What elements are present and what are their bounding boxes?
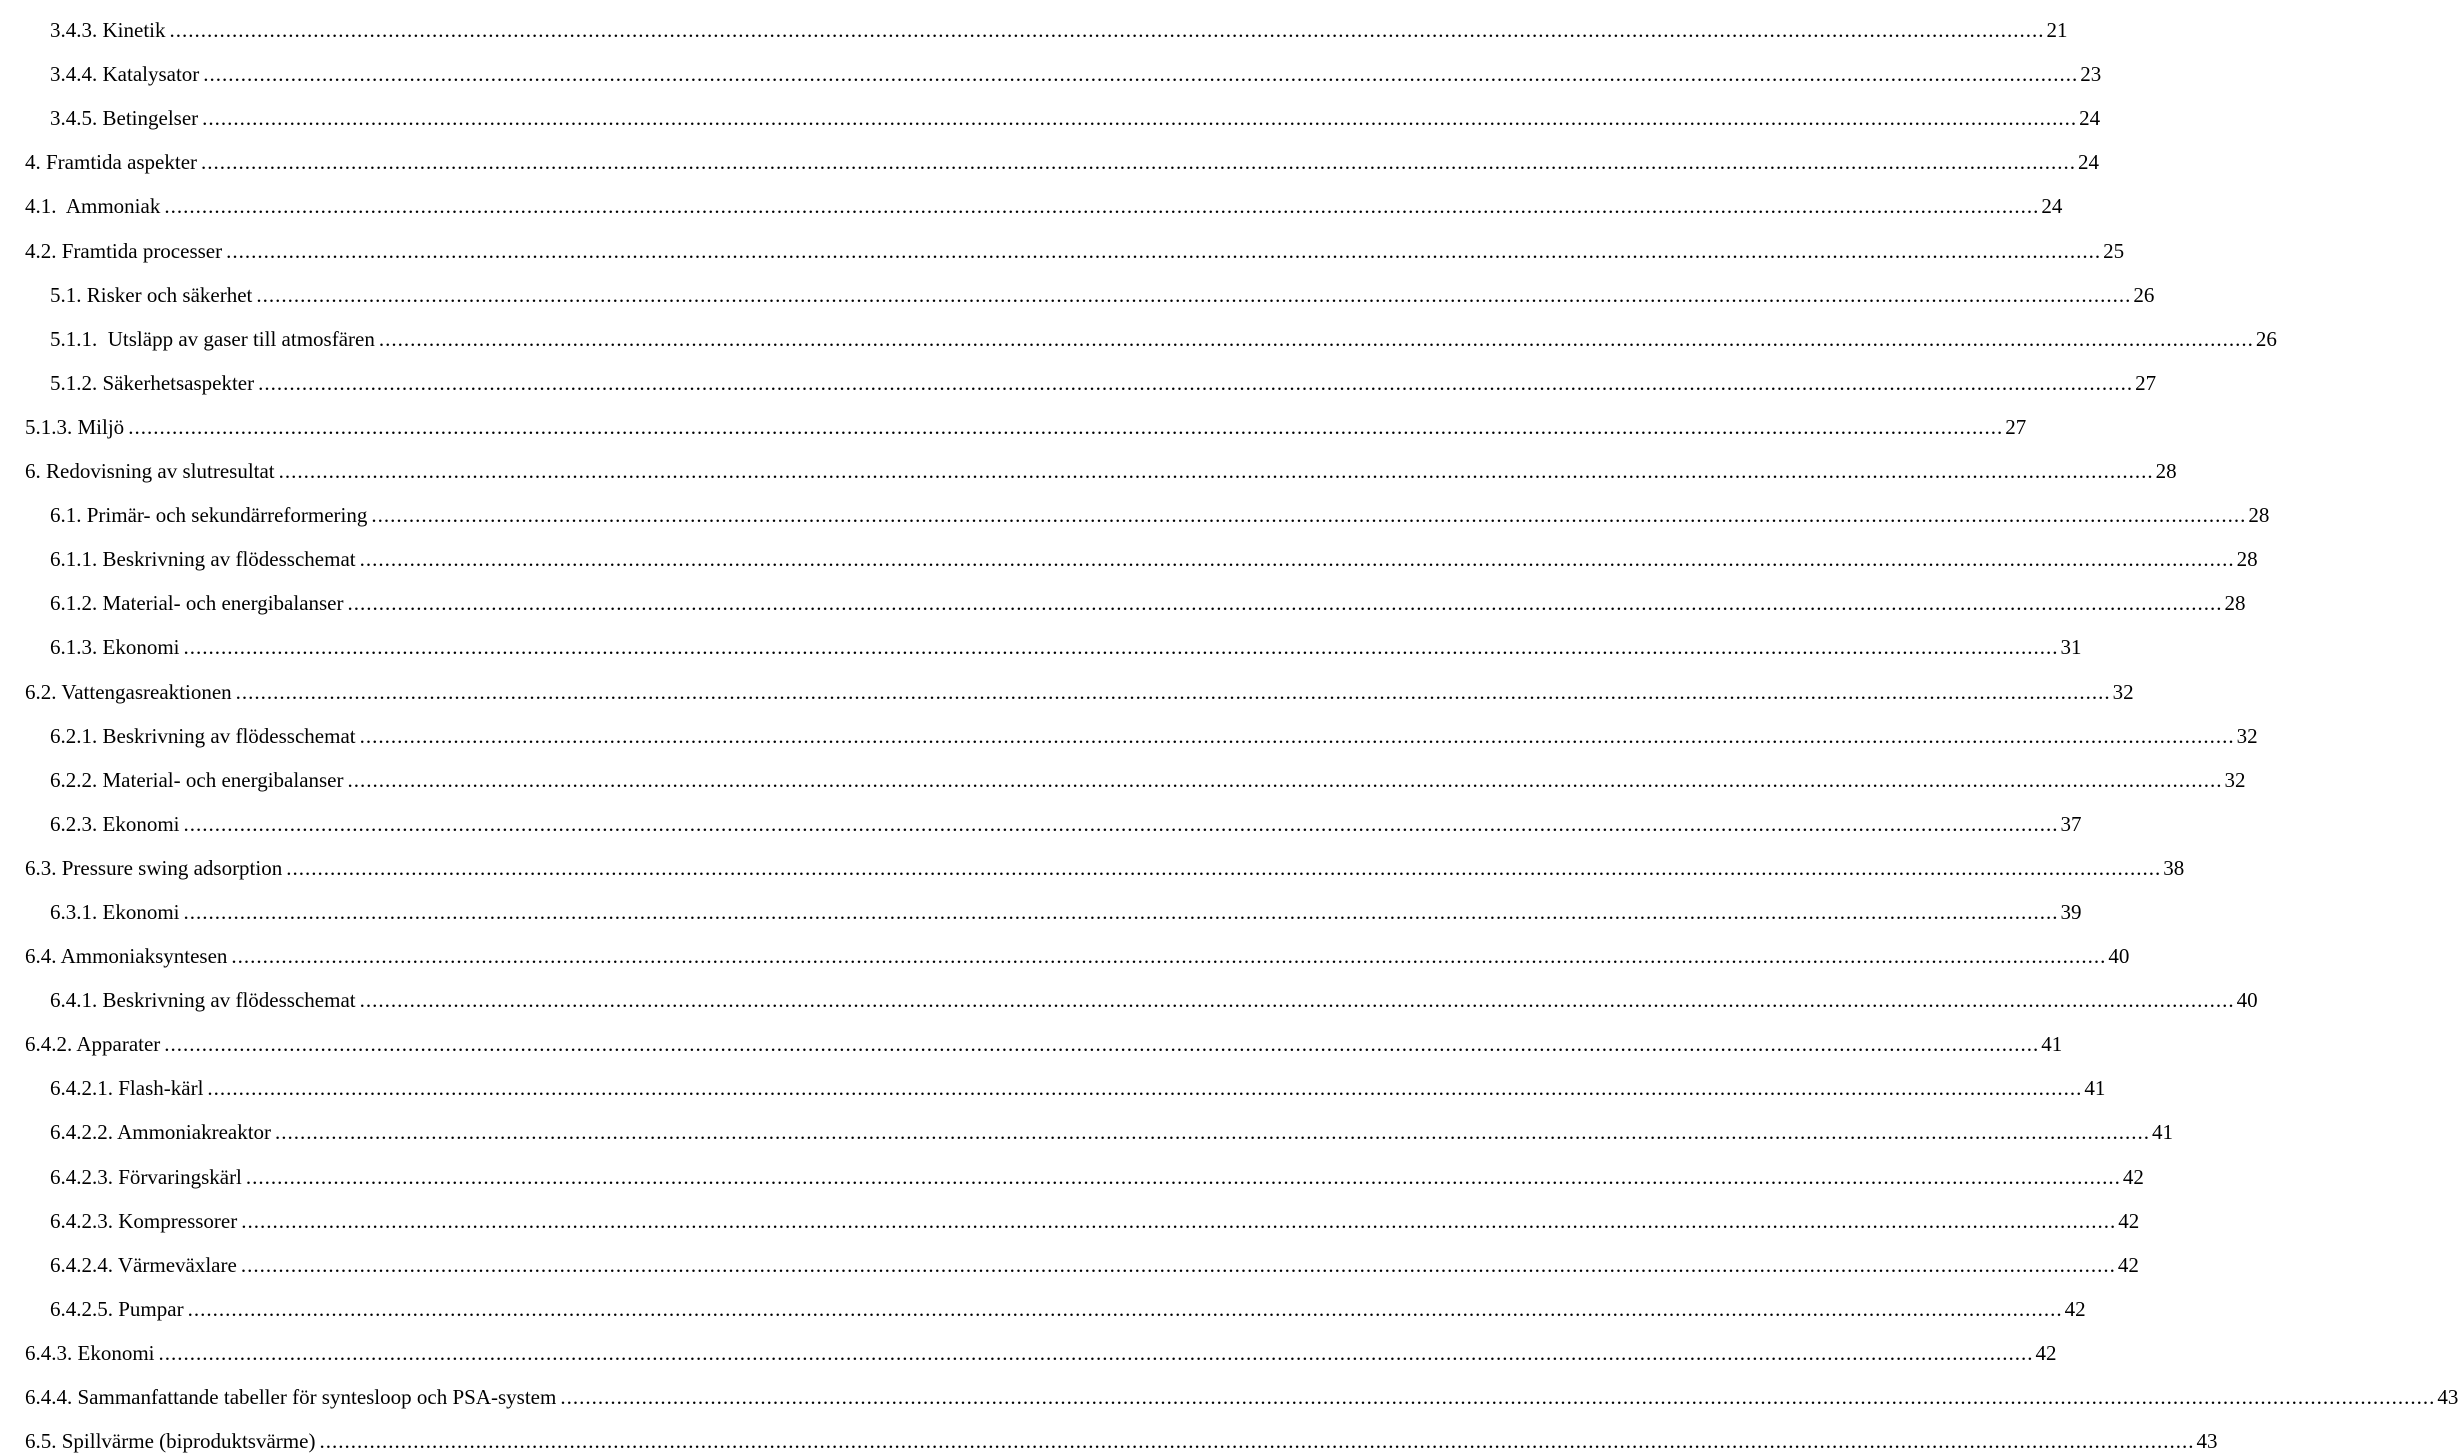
- toc-dot-leader: ............................................................................................................................................................................................................................................................................................................: [256, 282, 2132, 307]
- toc-dot-leader: ............................................................................................................................................................................................................................................................................................................: [183, 899, 2059, 924]
- toc-entry-heading: [25, 1341, 159, 1365]
- toc-dot-leader: ............................................................................................................................................................................................................................................................................................................: [319, 1429, 2195, 1454]
- toc-entry[interactable]: [0, 132, 2100, 176]
- toc-entry-number: 6.4.2.3.: [50, 1208, 113, 1233]
- toc-entry[interactable]: [0, 1235, 2139, 1279]
- toc-entry[interactable]: [0, 882, 2082, 926]
- toc-entry-heading: [50, 988, 360, 1012]
- toc-entry-title: Utsläpp av gaser till atmosfären: [102, 326, 375, 351]
- toc-entry-heading: [50, 1120, 275, 1144]
- toc-entry[interactable]: [0, 88, 2101, 132]
- toc-entry-heading: [50, 1076, 207, 1100]
- toc-dot-leader: ............................................................................................................................................................................................................................................................................................................: [560, 1385, 2436, 1409]
- toc-entry-title: Katalysator: [102, 62, 200, 87]
- toc-entry-number: 5.1.3.: [25, 414, 73, 439]
- toc-entry-heading: [25, 415, 128, 439]
- toc-entry[interactable]: [0, 661, 2134, 705]
- toc-entry-heading: [50, 1209, 241, 1233]
- toc-entry-number: 6.4.1.: [50, 988, 98, 1013]
- toc-entry[interactable]: [0, 750, 2246, 794]
- toc-page-number: 32: [2236, 723, 2258, 748]
- toc-entry-title: Material- och energibalanser: [102, 767, 344, 792]
- toc-entry[interactable]: [0, 1191, 2140, 1235]
- toc-entry[interactable]: [0, 1411, 2218, 1455]
- toc-page-number: 41: [2041, 1032, 2063, 1057]
- toc-entry[interactable]: [0, 176, 2063, 220]
- toc-entry-heading: [50, 812, 184, 836]
- toc-entry-heading: [50, 768, 348, 792]
- toc-dot-leader: ............................................................................................................................................................................................................................................................................................................: [231, 944, 2107, 969]
- toc-entry-title: Ekonomi: [102, 635, 180, 660]
- toc-entry[interactable]: [0, 1014, 2063, 1058]
- toc-entry[interactable]: [0, 1146, 2144, 1190]
- toc-page-number: 24: [2078, 150, 2100, 175]
- toc-dot-leader: ............................................................................................................................................................................................................................................................................................................: [158, 1340, 2034, 1365]
- toc-entry-title: Beskrivning av flödesschemat: [102, 723, 356, 748]
- toc-page-number: 42: [2117, 1252, 2139, 1277]
- toc-entry-title: Spillvärme (biproduktsvärme): [61, 1429, 316, 1454]
- toc-entry-number: 6.4.2.1.: [50, 1076, 113, 1101]
- toc-entry[interactable]: [0, 926, 2130, 970]
- toc-entry[interactable]: [0, 573, 2246, 617]
- toc-dot-leader: ............................................................................................................................................................................................................................................................................................................: [275, 1120, 2151, 1145]
- toc-entry-number: 5.1.2.: [50, 370, 98, 395]
- toc-entry-heading: [25, 150, 201, 174]
- toc-entry-title: Primär- och sekundärreformering: [86, 503, 368, 528]
- toc-entry[interactable]: [0, 838, 2185, 882]
- toc-entry-heading: [25, 194, 164, 218]
- toc-dot-leader: ............................................................................................................................................................................................................................................................................................................: [371, 503, 2247, 528]
- toc-dot-leader: ............................................................................................................................................................................................................................................................................................................: [187, 1296, 2063, 1321]
- toc-page-number: 31: [2060, 635, 2082, 660]
- toc-entry-title: Vattengasreaktionen: [61, 679, 232, 704]
- toc-page-number: 28: [2155, 459, 2177, 484]
- toc-dot-leader: ............................................................................................................................................................................................................................................................................................................: [258, 370, 2134, 395]
- toc-page-number: 24: [2079, 106, 2101, 131]
- toc-entry[interactable]: [0, 1323, 2057, 1367]
- toc-entry[interactable]: [0, 706, 2258, 750]
- toc-dot-leader: ............................................................................................................................................................................................................................................................................................................: [359, 988, 2235, 1013]
- toc-entry-heading: [50, 18, 170, 42]
- toc-entry[interactable]: [0, 353, 2157, 397]
- toc-entry-heading: [25, 680, 236, 704]
- toc-dot-leader: ............................................................................................................................................................................................................................................................................................................: [278, 459, 2154, 484]
- toc-entry-heading: [25, 459, 279, 483]
- toc-entry-heading: [50, 591, 348, 615]
- toc-dot-leader: ............................................................................................................................................................................................................................................................................................................: [183, 635, 2059, 660]
- toc-entry-number: 6.4.2.4.: [50, 1252, 113, 1277]
- toc-page-number: 43: [2437, 1385, 2458, 1409]
- toc-entry[interactable]: [0, 220, 2125, 264]
- toc-entry-number: 6.1.1.: [50, 547, 98, 572]
- toc-entry-heading: [50, 724, 360, 748]
- toc-entry[interactable]: [0, 617, 2082, 661]
- toc-entry-heading: [25, 1385, 560, 1409]
- toc-page-number: 32: [2224, 767, 2246, 792]
- toc-entry-title: Miljö: [77, 414, 125, 439]
- toc-entry-title: Framtida aspekter: [46, 150, 198, 175]
- toc-page-number: 28: [2236, 547, 2258, 572]
- toc-page-number: 42: [2064, 1296, 2086, 1321]
- toc-entry-title: Framtida processer: [61, 238, 223, 263]
- toc-page-number: 26: [2133, 282, 2155, 307]
- toc-dot-leader: ............................................................................................................................................................................................................................................................................................................: [164, 194, 2040, 219]
- toc-page-number: 28: [2224, 591, 2246, 616]
- toc-entry-number: 6.4.2.2.: [50, 1120, 113, 1145]
- toc-entry[interactable]: [0, 397, 2027, 441]
- toc-page-number: 42: [2035, 1340, 2057, 1365]
- toc-entry-title: Säkerhetsaspekter: [102, 370, 255, 395]
- toc-entry[interactable]: [0, 1367, 2458, 1411]
- toc-page-number: 26: [2255, 326, 2277, 351]
- toc-entry-title: Beskrivning av flödesschemat: [102, 547, 356, 572]
- toc-dot-leader: ............................................................................................................................................................................................................................................................................................................: [245, 1164, 2121, 1189]
- toc-entry[interactable]: [0, 44, 2102, 88]
- toc-entry-heading: [50, 283, 256, 307]
- toc-dot-leader: ............................................................................................................................................................................................................................................................................................................: [359, 547, 2235, 572]
- toc-entry-number: 6.4.4.: [25, 1385, 73, 1409]
- toc-dot-leader: ............................................................................................................................................................................................................................................................................................................: [241, 1208, 2117, 1233]
- toc-entry-heading: [50, 1165, 246, 1189]
- toc-entry-heading: [25, 856, 286, 880]
- toc-entry-heading: [50, 62, 203, 86]
- toc-entry-title: Betingelser: [102, 106, 199, 131]
- toc-entry-number: 3.4.4.: [50, 62, 98, 87]
- toc-entry-title: Risker och säkerhet: [86, 282, 253, 307]
- toc-page-number: 27: [2005, 414, 2027, 439]
- toc-page-number: 23: [2080, 62, 2102, 87]
- toc-page-number: 37: [2060, 811, 2082, 836]
- toc-entry-title: Ekonomi: [77, 1340, 155, 1365]
- toc-entry-heading: [50, 371, 258, 395]
- toc-entry-number: 6.3.1.: [50, 899, 98, 924]
- toc-dot-leader: ............................................................................................................................................................................................................................................................................................................: [240, 1252, 2116, 1277]
- toc-entry-number: 6.4.: [25, 944, 57, 969]
- toc-entry-title: Ekonomi: [102, 811, 180, 836]
- toc-entry-title: Beskrivning av flödesschemat: [102, 988, 356, 1013]
- toc-dot-leader: ............................................................................................................................................................................................................................................................................................................: [183, 811, 2059, 836]
- toc-page-number: 39: [2060, 899, 2082, 924]
- toc-page-number: 43: [2196, 1429, 2218, 1454]
- toc-page-number: 38: [2163, 855, 2185, 880]
- toc-dot-leader: ............................................................................................................................................................................................................................................................................................................: [235, 679, 2111, 704]
- toc-dot-leader: ............................................................................................................................................................................................................................................................................................................: [201, 150, 2077, 175]
- toc-entry-heading: [50, 327, 379, 351]
- toc-page-number: 27: [2135, 370, 2157, 395]
- toc-page-number: 21: [2046, 18, 2068, 43]
- toc-entry-heading: [25, 1429, 319, 1453]
- toc-entry-heading: [25, 944, 231, 968]
- toc-dot-leader: ............................................................................................................................................................................................................................................................................................................: [347, 767, 2223, 792]
- toc-entry-number: 6.4.2.3.: [50, 1164, 113, 1189]
- toc-entry-title: Kompressorer: [118, 1208, 238, 1233]
- toc-entry[interactable]: [0, 485, 2270, 529]
- toc-entry-title: Värmeväxlare: [117, 1252, 237, 1277]
- toc-entry-number: 4.: [25, 150, 41, 175]
- toc-page-number: 41: [2152, 1120, 2174, 1145]
- toc-entry[interactable]: [0, 970, 2258, 1014]
- toc-entry-title: Förvaringskärl: [118, 1164, 242, 1189]
- toc-entry-heading: [50, 635, 184, 659]
- toc-entry-number: 6.1.3.: [50, 635, 98, 660]
- toc-entry[interactable]: [0, 1279, 2086, 1323]
- toc-page-number: 24: [2041, 194, 2063, 219]
- toc-entry-number: 6.3.: [25, 855, 57, 880]
- toc-dot-leader: ............................................................................................................................................................................................................................................................................................................: [202, 106, 2078, 131]
- toc-page-number: 41: [2084, 1076, 2106, 1101]
- toc-entry-title: Pumpar: [118, 1296, 184, 1321]
- toc-entry-number: 6.5.: [25, 1429, 57, 1454]
- toc-entry-title: Pressure swing adsorption: [61, 855, 283, 880]
- toc-dot-leader: ............................................................................................................................................................................................................................................................................................................: [226, 238, 2102, 263]
- toc-entry-title: Flash-kärl: [118, 1076, 204, 1101]
- toc-entry[interactable]: [0, 309, 2277, 353]
- toc-dot-leader: ............................................................................................................................................................................................................................................................................................................: [286, 855, 2162, 880]
- toc-entry-heading: [50, 1297, 188, 1321]
- toc-entry-title: Apparater: [76, 1032, 161, 1057]
- toc-entry-number: 5.1.: [50, 282, 82, 307]
- toc-entry-number: 6.4.2.: [25, 1032, 73, 1057]
- toc-entry-number: 6.2.2.: [50, 767, 98, 792]
- toc-entry-number: 3.4.5.: [50, 106, 98, 131]
- toc-entry[interactable]: [0, 1102, 2174, 1146]
- toc-entry-number: 4.2.: [25, 238, 57, 263]
- toc-dot-leader: ............................................................................................................................................................................................................................................................................................................: [207, 1076, 2083, 1101]
- toc-entry-heading: [50, 106, 202, 130]
- toc-entry[interactable]: [0, 1058, 2106, 1102]
- toc-entry[interactable]: [0, 529, 2258, 573]
- toc-entry-heading: [50, 900, 184, 924]
- toc-entry-title: Material- och energibalanser: [102, 591, 344, 616]
- toc-entry-number: 6.2.3.: [50, 811, 98, 836]
- toc-entry-number: 6.1.: [50, 503, 82, 528]
- toc-entry-title: Redovisning av slutresultat: [46, 459, 275, 484]
- toc-page-number: 25: [2103, 238, 2125, 263]
- toc-page-number: 28: [2248, 503, 2270, 528]
- toc-entry-heading: [50, 503, 371, 527]
- toc-dot-leader: ............................................................................................................................................................................................................................................................................................................: [169, 18, 2045, 43]
- toc-entry-number: 6.4.2.5.: [50, 1296, 113, 1321]
- toc-dot-leader: ............................................................................................................................................................................................................................................................................................................: [378, 326, 2254, 351]
- toc-entry-heading: [50, 1253, 241, 1277]
- toc-entry-title: Sammanfattande tabeller för syntesloop och PSA-system: [77, 1385, 557, 1409]
- toc-entry-title: Ekonomi: [102, 899, 180, 924]
- toc-page-number: 32: [2112, 679, 2134, 704]
- toc-entry-number: 6.: [25, 459, 41, 484]
- toc-entry[interactable]: [0, 0, 2068, 44]
- toc-dot-leader: ............................................................................................................................................................................................................................................................................................................: [203, 62, 2079, 87]
- toc-entry-number: 6.2.: [25, 679, 57, 704]
- toc-entry-title: Ammoniakreaktor: [117, 1120, 272, 1145]
- toc-entry-number: 5.1.1.: [50, 326, 98, 351]
- toc-entry-number: 6.2.1.: [50, 723, 98, 748]
- toc-entry[interactable]: [0, 441, 2177, 485]
- toc-entry-heading: [25, 1032, 164, 1056]
- toc-dot-leader: ............................................................................................................................................................................................................................................................................................................: [347, 591, 2223, 616]
- toc-entry-heading: [25, 239, 226, 263]
- toc-entry-title: Ammoniak: [61, 194, 161, 219]
- toc-dot-leader: ............................................................................................................................................................................................................................................................................................................: [164, 1032, 2040, 1057]
- toc-entry-number: 6.4.3.: [25, 1340, 73, 1365]
- toc-entry[interactable]: [0, 265, 2155, 309]
- toc-entry-title: Ammoniaksyntesen: [60, 944, 228, 969]
- toc-entry-number: 3.4.3.: [50, 18, 98, 43]
- toc-entry-heading: [50, 547, 360, 571]
- toc-dot-leader: ............................................................................................................................................................................................................................................................................................................: [359, 723, 2235, 748]
- toc-page-number: 42: [2118, 1208, 2140, 1233]
- toc-entry-number: 4.1.: [25, 194, 57, 219]
- toc-page-number: 40: [2236, 988, 2258, 1013]
- toc-dot-leader: ............................................................................................................................................................................................................................................................................................................: [128, 414, 2004, 439]
- toc-page-number: 40: [2108, 944, 2130, 969]
- toc-entry-number: 6.1.2.: [50, 591, 98, 616]
- toc-page-number: 42: [2122, 1164, 2144, 1189]
- toc-entry-title: Kinetik: [102, 18, 166, 43]
- toc-entry[interactable]: [0, 794, 2082, 838]
